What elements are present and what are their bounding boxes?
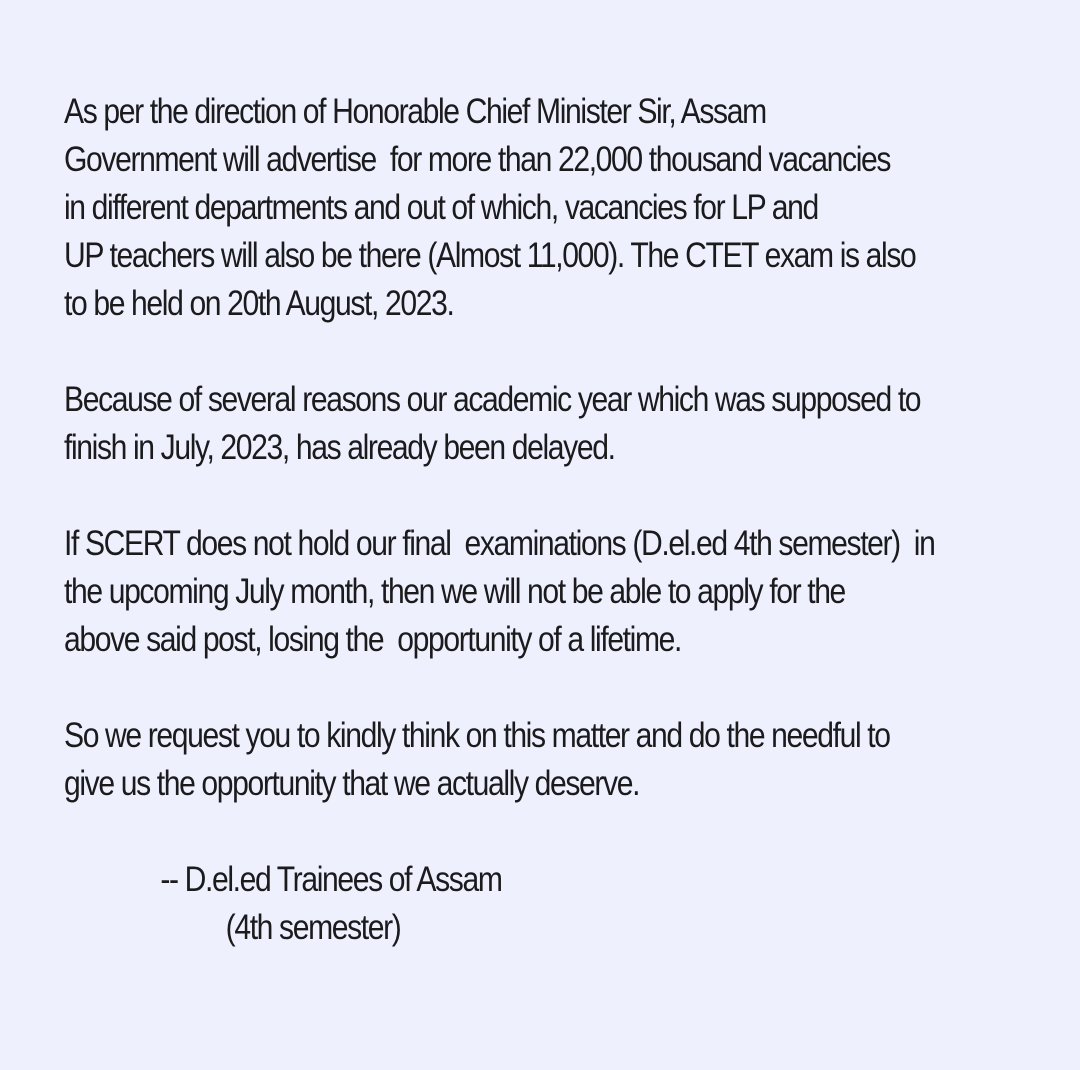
text-line: Because of several reasons our academic year which was supposed to: [64, 380, 921, 419]
paragraph-academic-delay: [64, 376, 1050, 472]
text-line: finish in July, 2023, has already been delayed.: [64, 428, 615, 467]
paragraph-closing-request: [64, 712, 1050, 808]
text-line: UP teachers will also be there (Almost 11,000). The CTET exam is also: [64, 236, 916, 275]
text-line: in different departments and out of which, vacancies for LP and: [64, 188, 818, 227]
text-line: the upcoming July month, then we will not be able to apply for the: [64, 572, 845, 611]
signature-name: -- D.el.ed Trainees of Assam: [160, 860, 502, 899]
text-line: So we request you to kindly think on this matter and do the needful to: [64, 716, 890, 755]
text-line: to be held on 20th August, 2023.: [64, 284, 454, 323]
signature-block: [64, 856, 1050, 952]
text-line: above said post, losing the opportunity of a lifetime.: [64, 620, 682, 659]
text-line: If SCERT does not hold our final examinations (D.el.ed 4th semester) in: [64, 524, 935, 563]
text-line: Government will advertise for more than 22,000 thousand vacancies: [64, 140, 891, 179]
paragraph-vacancies: [64, 88, 1050, 328]
text-line: give us the opportunity that we actually deserve.: [64, 764, 640, 803]
paragraph-exam-request: [64, 520, 1050, 664]
signature-semester: (4th semester): [225, 908, 401, 947]
text-line: As per the direction of Honorable Chief Minister Sir, Assam: [64, 92, 766, 131]
